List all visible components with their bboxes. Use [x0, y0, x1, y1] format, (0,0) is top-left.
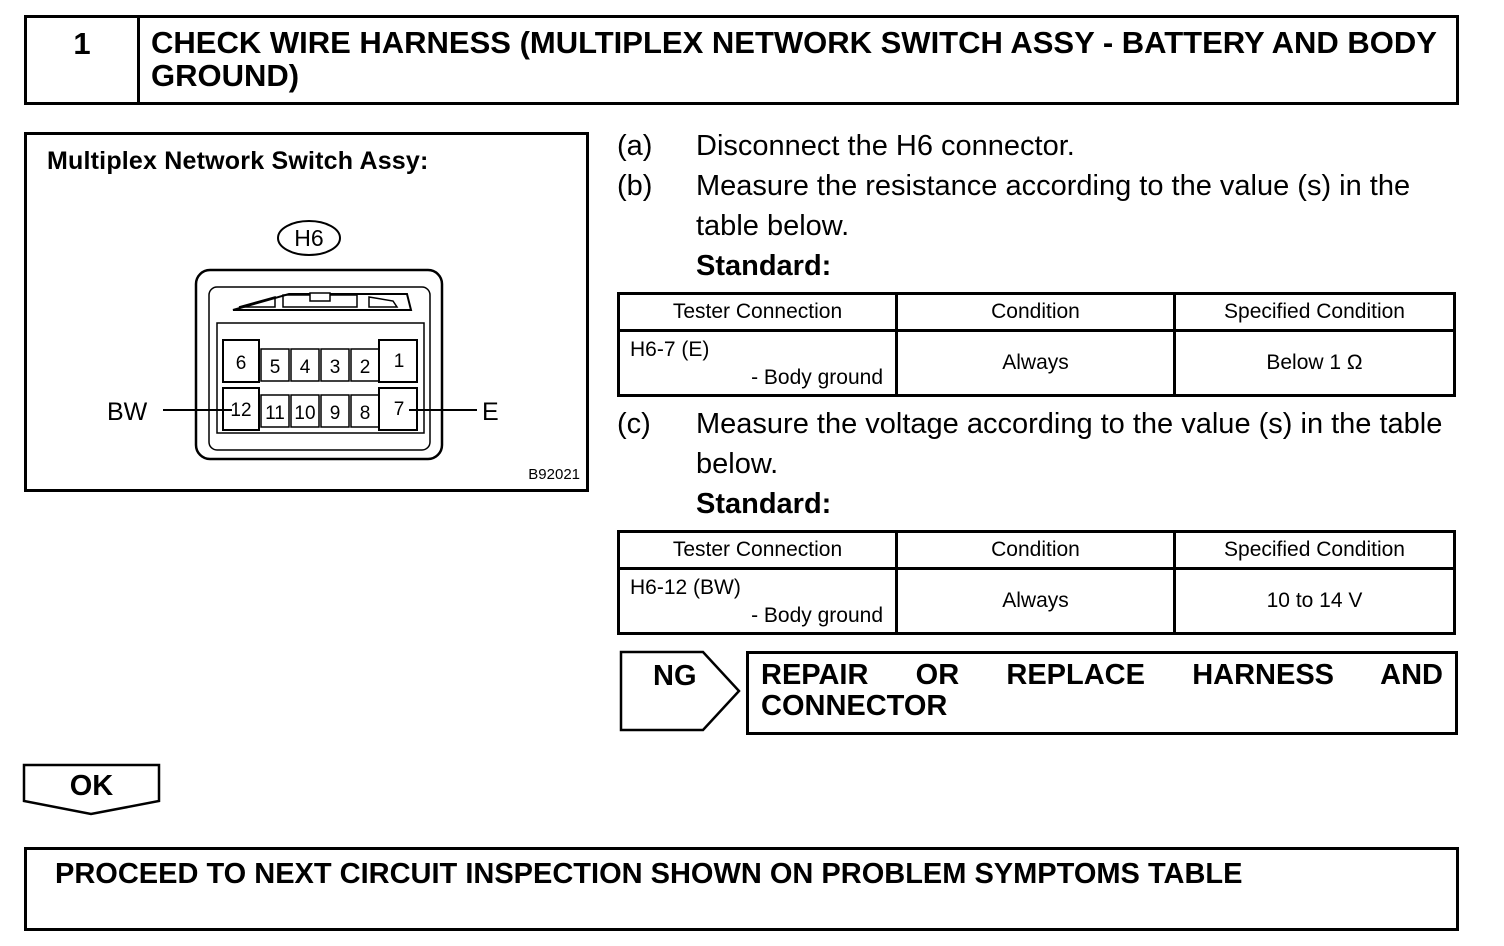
- step-text-b-line2: table below.: [696, 210, 850, 242]
- column-header: Tester Connection: [619, 532, 897, 569]
- tester-connection-cell: [619, 331, 897, 396]
- step-number: 1: [73, 26, 91, 61]
- pin-label: 9: [329, 403, 341, 424]
- connector-diagram: [24, 132, 589, 492]
- ng-action-box: [746, 651, 1458, 735]
- step-text-c-line1: Measure the voltage according to the value (s) in the table: [696, 408, 1443, 440]
- ng-label: NG: [653, 660, 697, 692]
- step-text-c-line2: below.: [696, 448, 779, 480]
- pin-label: 2: [359, 357, 371, 378]
- table-row: [619, 569, 1455, 634]
- pin-label: 4: [299, 357, 311, 378]
- tester-terminal: H6-7 (E): [630, 338, 710, 361]
- step-text-b-line1: Measure the resistance according to the value (s) in the: [696, 170, 1411, 202]
- ok-label: OK: [69, 770, 114, 802]
- tester-terminal: H6-12 (BW): [630, 576, 741, 599]
- wire-label-bw: BW: [107, 398, 148, 426]
- standard-label: Standard:: [696, 488, 832, 520]
- standard-label: Standard:: [696, 250, 832, 282]
- pin-label: 7: [393, 399, 405, 420]
- pin-label: 6: [235, 353, 247, 374]
- column-header: Condition: [897, 532, 1175, 569]
- column-header: Tester Connection: [619, 294, 897, 331]
- table-header-row: [619, 532, 1455, 569]
- voltage-table: [617, 530, 1456, 635]
- next-step-box: [24, 847, 1459, 931]
- next-step-text: PROCEED TO NEXT CIRCUIT INSPECTION SHOWN ON PROBLEM SYMPTOMS TABLE: [55, 858, 1243, 890]
- condition-cell: Always: [897, 331, 1175, 396]
- pin-label: 12: [230, 400, 252, 421]
- step-title: CHECK WIRE HARNESS (MULTIPLEX NETWORK SWITCH ASSY - BATTERY AND BODY GROUND): [151, 25, 1437, 93]
- ng-action-text: REPAIR OR REPLACE HARNESS AND CONNECTOR: [761, 659, 1443, 722]
- diagram-title: Multiplex Network Switch Assy:: [47, 147, 429, 175]
- table-row: [619, 331, 1455, 396]
- connector-id: H6: [294, 225, 324, 251]
- tester-connection-cell: [619, 569, 897, 634]
- connector-drawing: [27, 135, 586, 489]
- specified-condition-cell: Below 1 Ω: [1175, 331, 1455, 396]
- wire-label-e: E: [482, 398, 499, 426]
- step-label-c: (c): [617, 408, 651, 440]
- column-header: Specified Condition: [1175, 532, 1455, 569]
- column-header: Specified Condition: [1175, 294, 1455, 331]
- specified-condition-cell: 10 to 14 V: [1175, 569, 1455, 634]
- pin-label: 5: [269, 357, 281, 378]
- pin-label: 8: [359, 403, 371, 424]
- pin-label: 10: [294, 403, 316, 424]
- pin-label: 1: [393, 351, 405, 372]
- tester-ground: - Body ground: [751, 366, 883, 389]
- step-label-b: (b): [617, 170, 653, 202]
- figure-code: B92021: [528, 466, 580, 483]
- pin-label: 11: [265, 403, 285, 424]
- table-header-row: [619, 294, 1455, 331]
- step-label-a: (a): [617, 130, 653, 162]
- step-text-a: Disconnect the H6 connector.: [696, 130, 1075, 162]
- step-header: [24, 15, 1459, 105]
- pin-label: 3: [329, 357, 341, 378]
- condition-cell: Always: [897, 569, 1175, 634]
- resistance-table: [617, 292, 1456, 397]
- tester-ground: - Body ground: [751, 604, 883, 627]
- column-header: Condition: [897, 294, 1175, 331]
